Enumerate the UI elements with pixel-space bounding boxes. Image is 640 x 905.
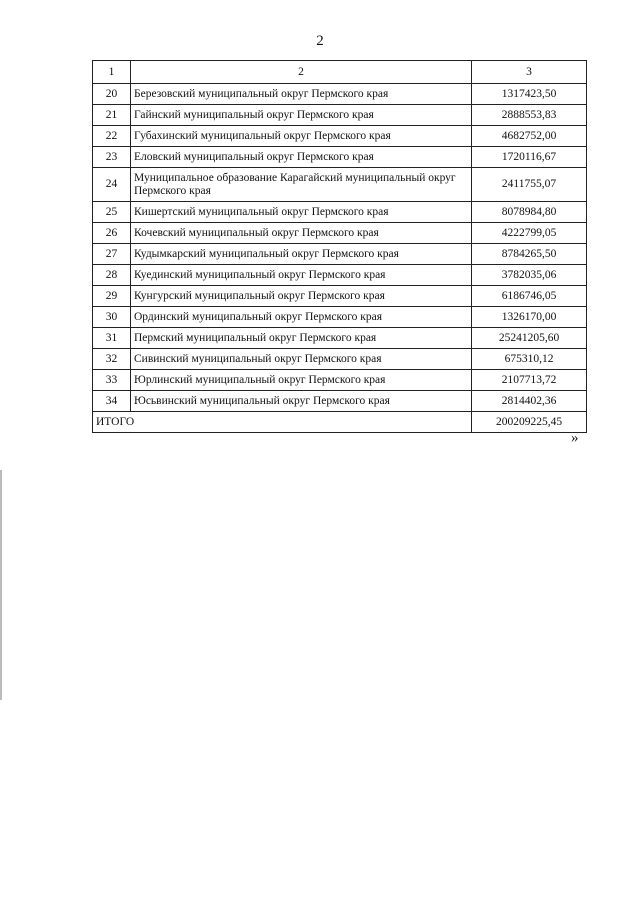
municipality-name: Кудымкарский муниципальный округ Пермского края: [131, 244, 472, 265]
municipality-name: Сивинский муниципальный округ Пермского края: [131, 349, 472, 370]
municipality-name: Пермский муниципальный округ Пермского края: [131, 328, 472, 349]
row-number: 30: [93, 307, 131, 328]
municipality-name: Юсьвинский муниципальный округ Пермского края: [131, 391, 472, 412]
row-number: 22: [93, 126, 131, 147]
table-row: [93, 168, 587, 202]
row-number: 33: [93, 370, 131, 391]
table-header-row: [93, 61, 587, 84]
amount: 25241205,60: [472, 328, 587, 349]
amount: 2814402,36: [472, 391, 587, 412]
table-row: [93, 244, 587, 265]
table-row: [93, 370, 587, 391]
total-label: ИТОГО: [93, 412, 472, 433]
table-row: [93, 126, 587, 147]
amount: 2888553,83: [472, 105, 587, 126]
row-number: 31: [93, 328, 131, 349]
municipality-name: Ординский муниципальный округ Пермского края: [131, 307, 472, 328]
column-header: 2: [131, 61, 472, 84]
table-body: [93, 84, 587, 433]
closing-quote: »: [571, 430, 579, 446]
amount: 1317423,50: [472, 84, 587, 105]
amount: 3782035,06: [472, 265, 587, 286]
table-row: [93, 223, 587, 244]
table-row: [93, 307, 587, 328]
table-row: [93, 328, 587, 349]
municipality-name: Кунгурский муниципальный округ Пермского края: [131, 286, 472, 307]
table-row: [93, 147, 587, 168]
table-row: [93, 84, 587, 105]
table-row: [93, 391, 587, 412]
row-number: 24: [93, 168, 131, 202]
table-row: [93, 349, 587, 370]
row-number: 34: [93, 391, 131, 412]
row-number: 21: [93, 105, 131, 126]
amount: 1720116,67: [472, 147, 587, 168]
column-header: 3: [472, 61, 587, 84]
amount: 2411755,07: [472, 168, 587, 202]
amount: 1326170,00: [472, 307, 587, 328]
column-header: 1: [93, 61, 131, 84]
municipality-name: Гайнский муниципальный округ Пермского края: [131, 105, 472, 126]
row-number: 23: [93, 147, 131, 168]
total-amount: 200209225,45: [472, 412, 587, 433]
total-row: [93, 412, 587, 433]
row-number: 25: [93, 202, 131, 223]
amount: 8784265,50: [472, 244, 587, 265]
row-number: 28: [93, 265, 131, 286]
amount: 8078984,80: [472, 202, 587, 223]
page-number: 2: [316, 33, 324, 49]
municipality-name: Кочевский муниципальный округ Пермского края: [131, 223, 472, 244]
row-number: 26: [93, 223, 131, 244]
amount: 675310,12: [472, 349, 587, 370]
amount: 4222799,05: [472, 223, 587, 244]
row-number: 27: [93, 244, 131, 265]
municipality-name: Муниципальное образование Карагайский муниципальный округ Пермского края: [131, 168, 472, 202]
amount: 2107713,72: [472, 370, 587, 391]
amount: 6186746,05: [472, 286, 587, 307]
row-number: 20: [93, 84, 131, 105]
table-row: [93, 286, 587, 307]
municipality-name: Юрлинский муниципальный округ Пермского края: [131, 370, 472, 391]
municipality-name: Куединский муниципальный округ Пермского края: [131, 265, 472, 286]
row-number: 29: [93, 286, 131, 307]
scan-edge-mark: [0, 470, 2, 700]
municipality-name: Еловский муниципальный округ Пермского края: [131, 147, 472, 168]
row-number: 32: [93, 349, 131, 370]
table-row: [93, 202, 587, 223]
allocation-table: [92, 60, 587, 433]
amount: 4682752,00: [472, 126, 587, 147]
table-row: [93, 105, 587, 126]
table-row: [93, 265, 587, 286]
municipality-name: Кишертский муниципальный округ Пермского края: [131, 202, 472, 223]
municipality-name: Березовский муниципальный округ Пермского края: [131, 84, 472, 105]
municipality-name: Губахинский муниципальный округ Пермского края: [131, 126, 472, 147]
